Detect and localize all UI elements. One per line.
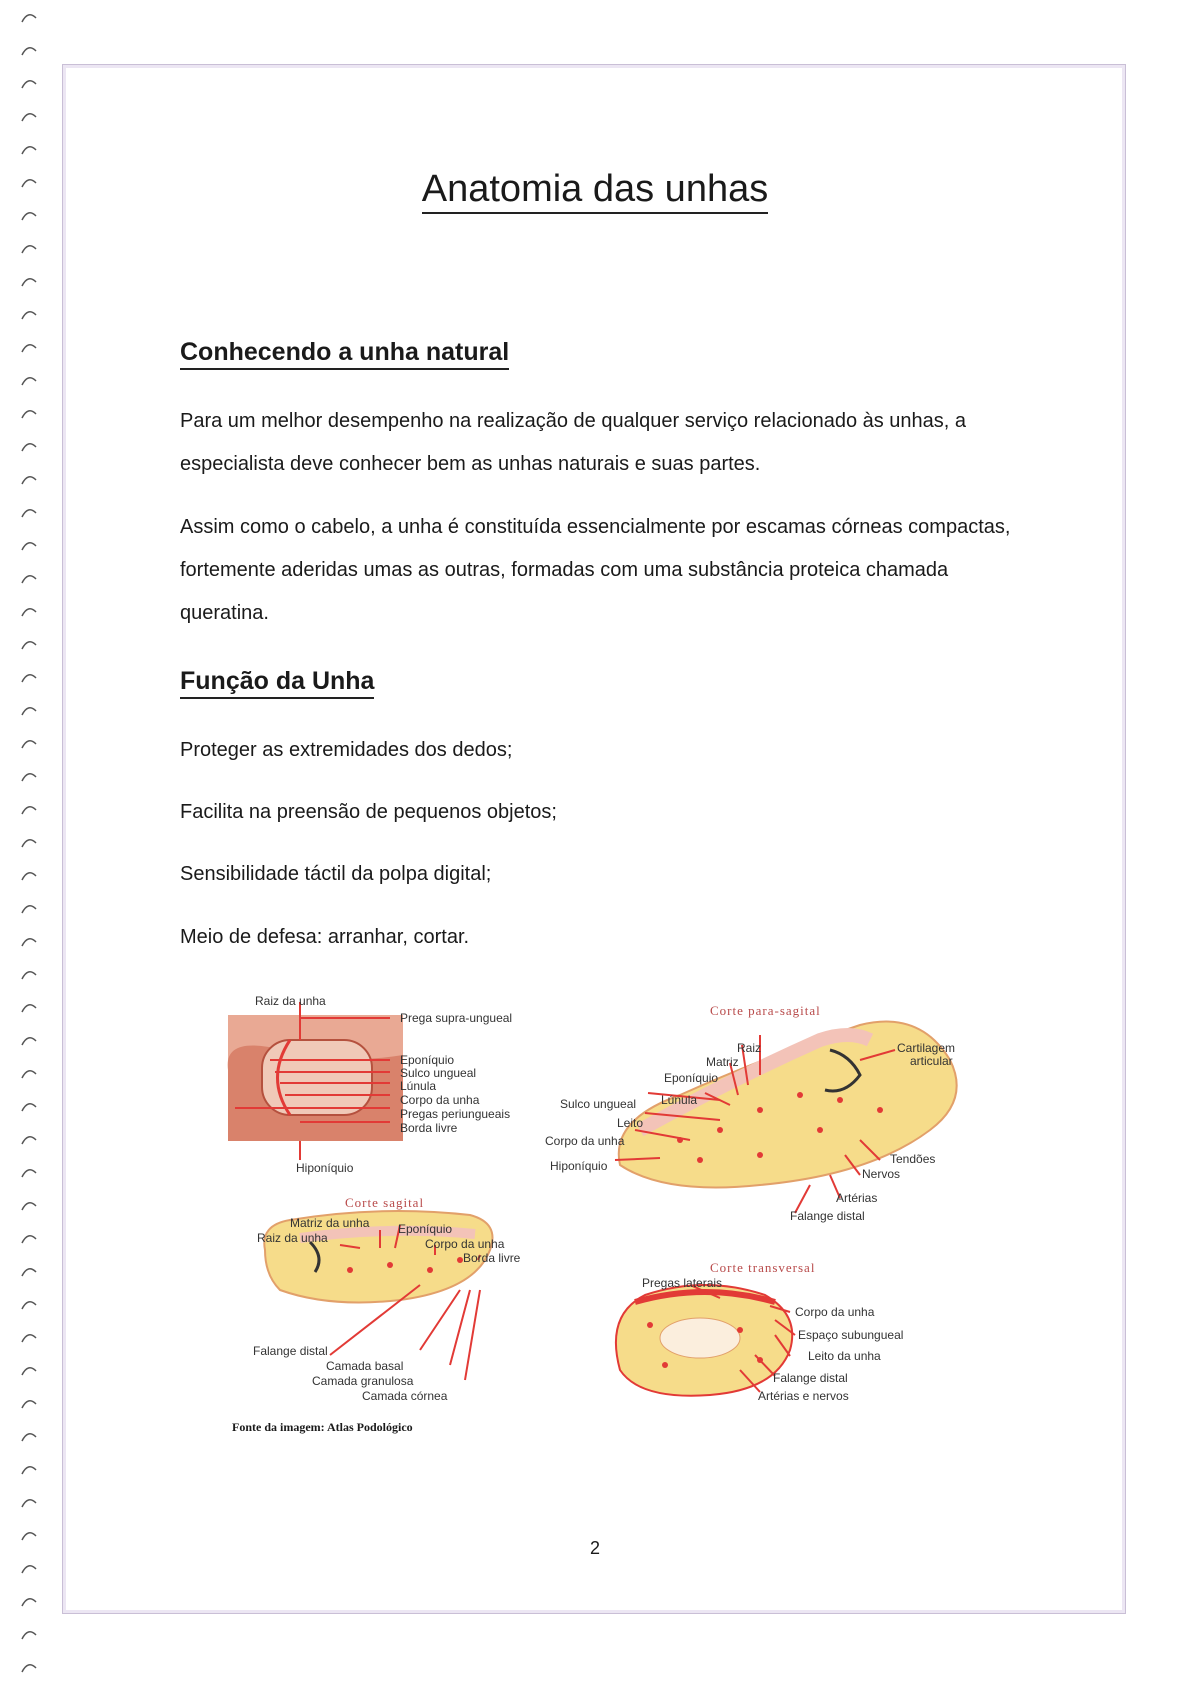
binding-ring xyxy=(22,378,36,385)
label-camada-basal: Camada basal xyxy=(326,1359,404,1373)
section-heading-funcao: Função da Unha xyxy=(180,667,374,699)
binding-ring xyxy=(22,444,36,451)
label-cartilagem: Cartilagem xyxy=(897,1041,956,1055)
binding-ring xyxy=(22,279,36,286)
label-tendoes: Tendões xyxy=(890,1152,936,1166)
binding-ring xyxy=(22,906,36,913)
page-title xyxy=(0,168,1190,211)
function-item: Facilita na preensão de pequenos objetos; xyxy=(180,801,557,823)
binding-ring xyxy=(22,477,36,484)
label-falange-distal: Falange distal xyxy=(253,1344,328,1358)
binding-ring xyxy=(22,972,36,979)
binding-ring xyxy=(22,642,36,649)
binding-ring xyxy=(22,1599,36,1606)
binding-rings xyxy=(18,0,48,1683)
binding-ring xyxy=(22,510,36,517)
label-corpo-da-unha: Corpo da unha xyxy=(795,1305,875,1319)
image-source-caption xyxy=(232,1420,413,1435)
label-corpo-da-unha: Corpo da unha xyxy=(425,1237,505,1251)
label-arterias: Artérias xyxy=(836,1191,878,1205)
binding-ring xyxy=(22,1632,36,1639)
parasagittal-title: Corte para-sagital xyxy=(710,1003,821,1018)
binding-ring xyxy=(22,708,36,715)
paragraph-2: Assim como o cabelo, a unha é constituída essencialmente por escamas córneas compactas, fortemente aderidas umas as outras, formadas com uma substância proteica chamada queratina. xyxy=(180,516,1011,624)
label-falange-distal: Falange distal xyxy=(773,1371,848,1385)
binding-ring xyxy=(22,741,36,748)
label-pregas-periungueais: Pregas periungueais xyxy=(400,1107,511,1121)
label-matriz: Matriz xyxy=(706,1055,739,1069)
sagittal-section-diagram xyxy=(253,1195,521,1403)
nail-photo-diagram xyxy=(228,994,512,1175)
label-prega-supra-ungueal: Prega supra-ungueal xyxy=(400,1011,513,1025)
label-arterias-e-nervos: Artérias e nervos xyxy=(758,1389,849,1403)
label-falange-distal: Falange distal xyxy=(790,1209,865,1223)
function-item: Meio de defesa: arranhar, cortar. xyxy=(180,926,470,948)
binding-ring xyxy=(22,213,36,220)
binding-ring xyxy=(22,114,36,121)
label-borda-livre: Borda livre xyxy=(400,1121,458,1135)
label-eponiquio: Eponíquio xyxy=(664,1071,719,1085)
label-espaco-subungueal: Espaço subungueal xyxy=(798,1328,904,1342)
sagittal-title: Corte sagital xyxy=(345,1195,425,1210)
label-raiz: Raiz xyxy=(737,1041,762,1055)
paragraph-1: Para um melhor desempenho na realização de qualquer serviço relacionado às unhas, a especialista deve conhecer bem as unhas naturais e suas partes. xyxy=(180,410,967,475)
label-sulco-ungueal: Sulco ungueal xyxy=(400,1066,477,1080)
function-item: Sensibilidade táctil da polpa digital; xyxy=(180,863,492,885)
binding-ring xyxy=(22,15,36,22)
label-pregas-laterais: Pregas laterais xyxy=(642,1276,723,1290)
binding-ring xyxy=(22,147,36,154)
label-corpo-da-unha: Corpo da unha xyxy=(545,1134,625,1148)
parasagittal-section-diagram xyxy=(545,1003,957,1223)
binding-ring xyxy=(22,246,36,253)
label-lunula: Lúnula xyxy=(400,1079,437,1093)
binding-ring xyxy=(22,576,36,583)
binding-ring xyxy=(22,1467,36,1474)
label-eponiquio: Eponíquio xyxy=(398,1222,453,1236)
binding-ring xyxy=(22,1665,36,1672)
binding-ring xyxy=(22,807,36,814)
binding-ring xyxy=(22,774,36,781)
binding-ring xyxy=(22,840,36,847)
label-hiponiquio: Hiponíquio xyxy=(296,1161,354,1175)
label-hiponiquio: Hiponíquio xyxy=(550,1159,608,1173)
label-sulco-ungueal: Sulco ungueal xyxy=(560,1097,637,1111)
page-title-text: Anatomia das unhas xyxy=(422,168,768,214)
binding-ring xyxy=(22,48,36,55)
page-number: 2 xyxy=(589,1538,600,1558)
binding-ring xyxy=(22,1566,36,1573)
binding-ring xyxy=(22,873,36,880)
label-leito: Leito xyxy=(617,1116,644,1130)
binding-ring xyxy=(22,543,36,550)
binding-ring xyxy=(22,411,36,418)
binding-ring xyxy=(22,345,36,352)
label-raiz-da-unha: Raiz da unha xyxy=(255,994,326,1008)
label-raiz-da-unha: Raiz da unha xyxy=(257,1231,328,1245)
nail-anatomy-figure xyxy=(0,980,1190,1420)
label-articular: articular xyxy=(910,1054,953,1068)
binding-ring xyxy=(22,81,36,88)
label-borda-livre: Borda livre xyxy=(463,1251,521,1265)
label-leito-da-unha: Leito da unha xyxy=(808,1349,881,1363)
label-lunula: Lúnula xyxy=(661,1093,698,1107)
transversal-bone xyxy=(660,1318,740,1358)
binding-ring xyxy=(22,312,36,319)
binding-ring xyxy=(22,675,36,682)
label-camada-granulosa: Camada granulosa xyxy=(312,1374,414,1388)
binding-ring xyxy=(22,939,36,946)
transversal-section-diagram xyxy=(616,1260,904,1403)
function-item: Proteger as extremidades dos dedos; xyxy=(180,739,513,761)
section-heading-conhecendo: Conhecendo a unha natural xyxy=(180,338,509,370)
source-name: Atlas Podológico xyxy=(327,1420,413,1434)
binding-ring xyxy=(22,1500,36,1507)
binding-ring xyxy=(22,609,36,616)
binding-ring xyxy=(22,1434,36,1441)
label-nervos: Nervos xyxy=(862,1167,901,1181)
label-eponiquio: Eponíquio xyxy=(400,1053,455,1067)
label-camada-cornea: Camada córnea xyxy=(362,1389,448,1403)
label-corpo-da-unha: Corpo da unha xyxy=(400,1093,480,1107)
source-label: Fonte da imagem: xyxy=(232,1420,325,1434)
label-matriz-da-unha: Matriz da unha xyxy=(290,1216,370,1230)
transversal-title: Corte transversal xyxy=(710,1260,816,1275)
